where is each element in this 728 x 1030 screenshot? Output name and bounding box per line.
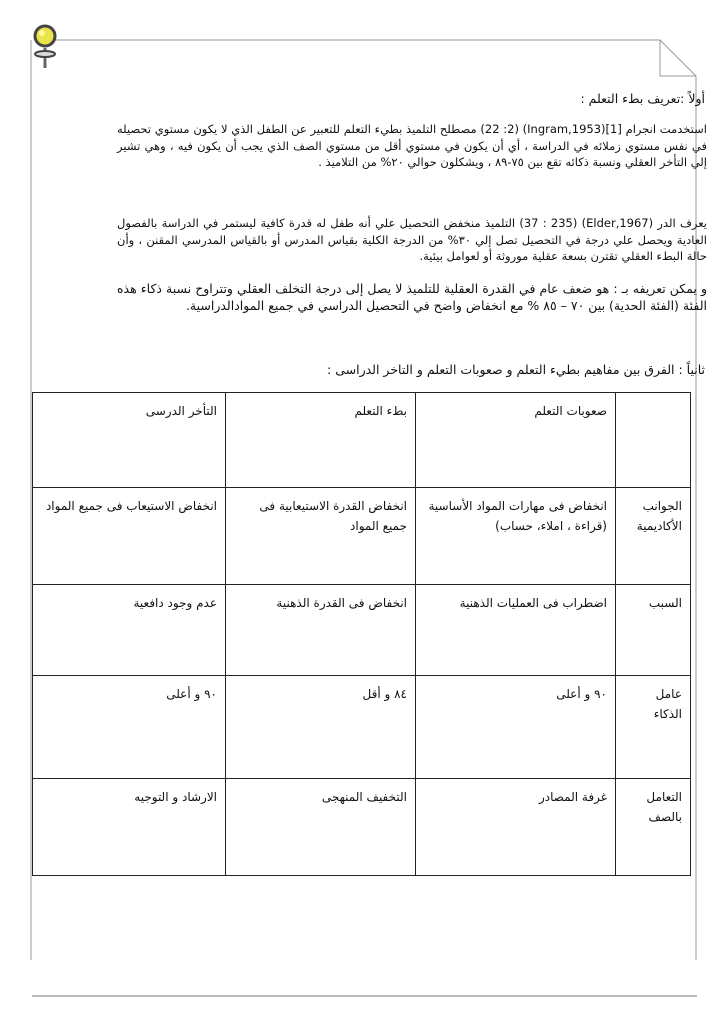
table-cell: ٩٠ و أعلى [416,676,616,779]
table-header-cell: بطء التعلم [226,393,416,488]
page-bottom-divider [32,995,697,997]
table-header-cell: التأخر الدرسى [33,393,226,488]
table-cell: اضطراب فى العمليات الذهنية [416,585,616,676]
paragraph-elder: يعرف الدر (Elder,1967) (37 : 235) التلميذ منخفض التحصيل علي أنه طفل له قدرة كافية ليستمر في الدراسة بالفصول العادية ويحصل علي درجة في التحصيل تصل إلي ٣٠% من الدرجة الكلية بقياس المدرس أو بالقياس المدرسي المقنن ، وأن حالة البطء العقلي تقترن بسعة عقلية موروثة أو لعوامل بيئية. [117,216,707,263]
table-cell: انخفاض فى القدرة الذهنية [226,585,416,676]
push-pin-icon [28,20,64,70]
table-row-label: عامل الذكاء [616,676,691,779]
table-cell: غرفة المصادر [416,779,616,876]
table-row [33,779,691,876]
table-row-label: التعامل بالصف [616,779,691,876]
table-row-label: السبب [616,585,691,676]
table-cell: التخفيف المنهجى [226,779,416,876]
table-row-label: الجوانب الأكاديمية [616,488,691,585]
table-cell: الارشاد و التوجيه [33,779,226,876]
paragraph-ingram: استخدمت انجرام [1](Ingram,1953) (22 :2) مصطلح التلميذ بطيء التعلم للتعبير عن الطفل الذي لا يكون مستوي تحصيله في نفس مستوي زملائه في الدراسة ، أي أن يكون في مستوي أقل من مستوي الصف الذي يجب أن يكون فيه ، وهي تشير إلي التأخر العقلي ونسبة ذكائه تقع بين ٧٥-٨٩ ، ويشكلون حوالي ٢٠% من التلاميذ . [117,122,707,169]
table-cell: انخفاض القدرة الاستيعابية فى جميع المواد [226,488,416,585]
paragraph-definition: و يمكن تعريفه بـ : هو ضعف عام في القدرة العقلية للتلميذ لا يصل إلى درجة التخلف العقلي وتتراوح نسبة ذكاء هذه الفئة (الفئة الحدية) بين ٧٠ – ٨٥ % مع انخفاض واضح في التحصيل الدراسي في جميع الموادالدراسية. [117,281,707,313]
table-row [33,676,691,779]
table-header-cell: صعوبات التعلم [416,393,616,488]
table-cell: ٩٠ و أعلى [33,676,226,779]
table-row [33,585,691,676]
table-cell: عدم وجود دافعية [33,585,226,676]
table-row [33,488,691,585]
table-cell: انخفاض فى مهارات المواد الأساسية (قراءة ، املاء، حساب) [416,488,616,585]
table-cell: ٨٤ و أقل [226,676,416,779]
table-cell: انخفاض الاستيعاب فى جميع المواد [33,488,226,585]
section2-heading: ثانياً : الفرق بين مفاهيم بطيء التعلم و صعوبات التعلم و التاخر الدراسى : [327,362,705,377]
comparison-table [32,392,691,876]
table-header-cell [616,393,691,488]
section1-heading: أولاً :تعريف بطء التعلم : [580,91,705,106]
table-header-row [33,393,691,488]
